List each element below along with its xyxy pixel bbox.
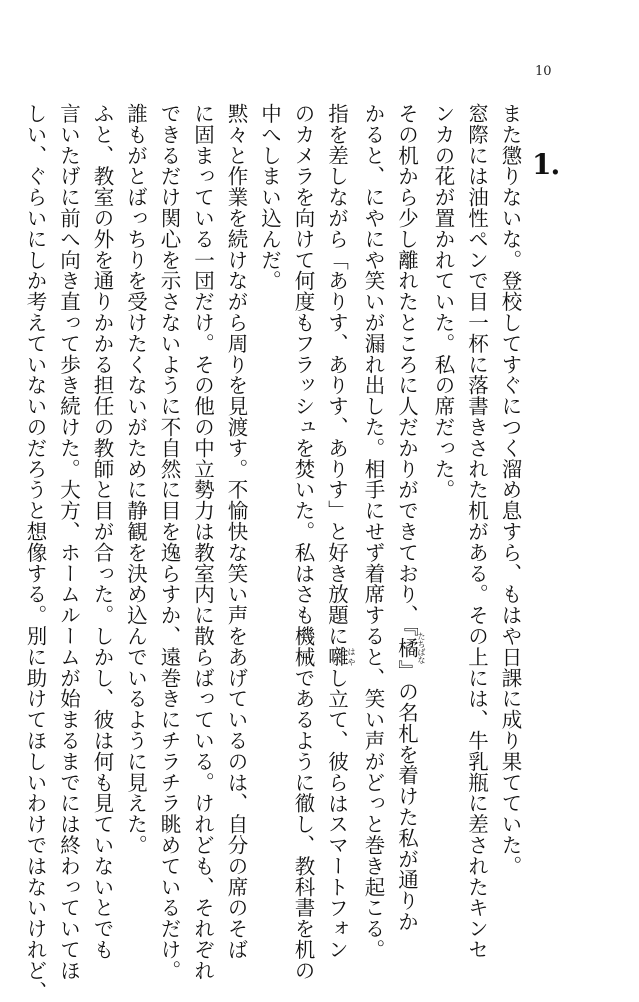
- text-line: [389, 103, 426, 932]
- text-line: のカメラを向けて何度もフラッシュを焚いた。私はさも機械であるように徹し、教科書を机の: [291, 103, 315, 981]
- text-line: しい、ぐらいにしか考えていないのだろうと想像する。別に助けてほしいわけではないけれど、: [23, 103, 47, 1002]
- body-text: [23, 103, 526, 1002]
- ruby-base: 橘: [394, 632, 419, 665]
- text-line: 誰もがとばっちりを受けたくないがために静観を決め込んでいるように見えた。: [123, 103, 148, 856]
- chapter-number: 1.: [532, 148, 560, 181]
- text-line: できるだけ関心を示さないように不自然に目を逸らすか、遠巻きにチラチラ眺めているだけ。: [157, 103, 181, 981]
- text-segment: 』の名札を着けた私が通りか: [394, 660, 419, 932]
- text-line: [319, 103, 356, 960]
- text-line: 黙々と作業を続けながら周りを見渡す。不愉快な笑い声をあげているのは、自分の席のそば: [224, 103, 248, 960]
- ruby-reading: はや: [347, 646, 356, 668]
- text-line: また懲りないな。登校してすぐにつく溜め息すら、もはや日課に成り果てていた。: [498, 103, 522, 877]
- text-line: かると、にやにや笑いが漏れ出した。相手にせず着席すると、笑い声がどっと巻き起こる。: [361, 103, 385, 960]
- text-segment: その机から少し離れたところに人だかりができており、『: [394, 103, 419, 637]
- ruby-base: 囃: [324, 646, 349, 668]
- ruby-reading: たちばな: [417, 632, 426, 665]
- text-segment: し立て、彼らはスマートフォン: [324, 667, 349, 960]
- ruby-word: [394, 632, 426, 665]
- page-number: 10: [535, 64, 552, 79]
- text-line: 中へしまい込んだ。: [257, 103, 282, 292]
- text-segment: 指を差しながら「ありす、ありす、ありす」と好き放題に: [324, 103, 349, 647]
- ruby-word: [324, 646, 356, 668]
- text-line: ふと、教室の外を通りかかる担任の教師と目が合った。しかし、彼は何も見ていないとでも: [90, 103, 114, 960]
- text-line: 窓際には油性ペンで目一杯に落書きされた机がある。その上には、牛乳瓶に差されたキンセ: [464, 103, 489, 960]
- text-line: 言いたげに前へ向き直って歩き続けた。大方、ホームルームが始まるまでには終わっていてほ: [56, 103, 81, 981]
- text-line: ンカの花が置かれていた。私の席だった。: [431, 103, 455, 501]
- text-line: に固まっている一団だけ。その他の中立勢力は教室内に散らばっている。けれども、それぞれ: [190, 103, 215, 981]
